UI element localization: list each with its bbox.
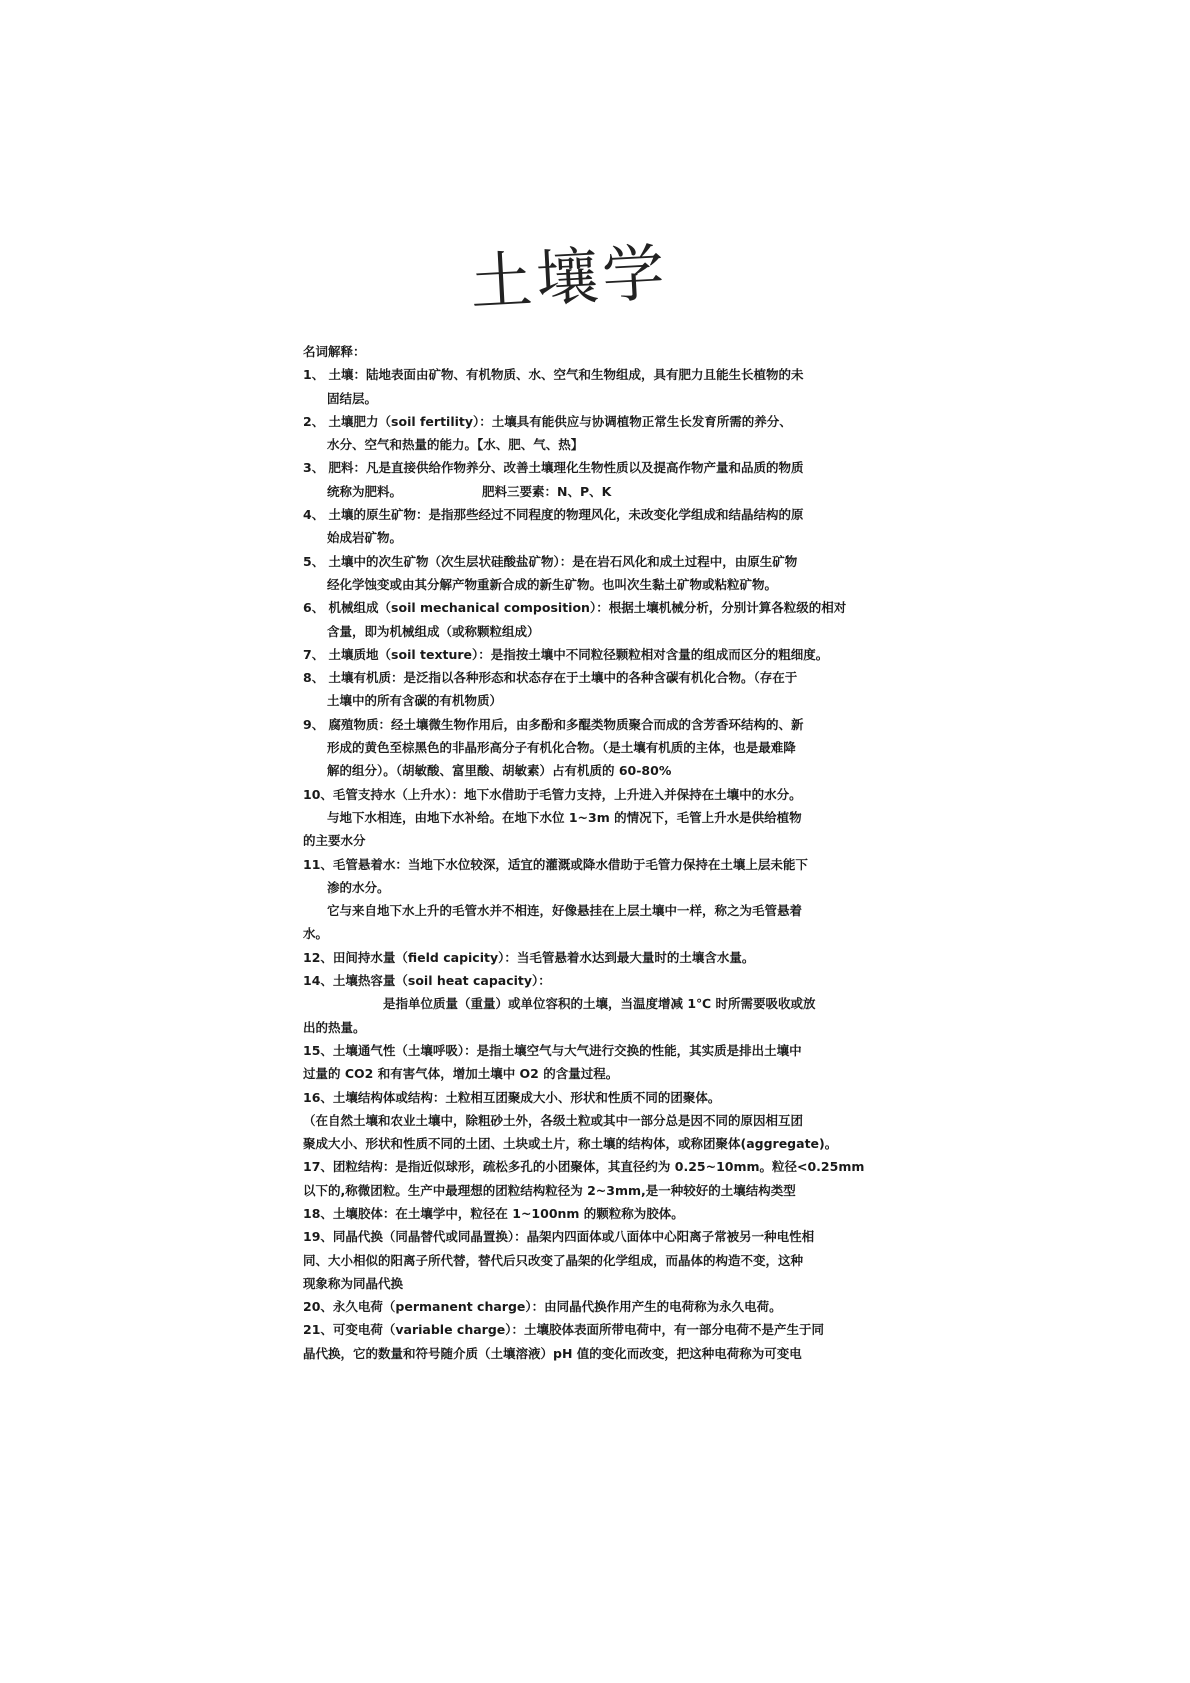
document-body xyxy=(303,340,893,1365)
text-line: 21、可变电荷（variable charge）：土壤胶体表面所带电荷中，有一部分电荷不是产生于同 xyxy=(303,1322,825,1338)
section-heading: 名词解释： xyxy=(303,344,366,359)
text-line: 与地下水相连，由地下水补给。在地下水位 1~3m 的情况下，毛管上升水是供给植物 xyxy=(327,809,802,825)
text-line: 晶代换，它的数量和符号随介质（土壤溶液）pH 值的变化而改变，把这种电荷称为可变电 xyxy=(303,1345,802,1361)
text-line: 11、毛管悬着水：当地下水位较深，适宜的灌溉或降水借助于毛管力保持在土壤上层未能下 xyxy=(303,856,808,872)
text-line: 5、 土壤中的次生矿物（次生层状硅酸盐矿物）：是在岩石风化和成土过程中，由原生矿物 xyxy=(303,553,798,569)
text-line: 始成岩矿物。 xyxy=(327,530,403,546)
text-line: 8、 土壤有机质：是泛指以各种形态和状态存在于土壤中的各种含碳有机化合物。（存在于 xyxy=(303,670,798,686)
document-title: 土壤学 xyxy=(468,235,671,320)
text-line: 以下的,称微团粒。生产中最理想的团粒结构粒径为 2~3mm,是一种较好的土壤结构类型 xyxy=(303,1182,796,1198)
text-line: 土壤中的所有含碳的有机物质） xyxy=(327,693,503,709)
text-line: 同、大小相似的阳离子所代替，替代后只改变了晶架的化学组成，而晶体的构造不变，这种 xyxy=(303,1252,804,1268)
text-line: 3、 肥料：凡是直接供给作物养分、改善土壤理化生物性质以及提高作物产量和品质的物质 xyxy=(303,460,804,476)
text-line: 19、同晶代换（同晶替代或同晶置换）：晶架内四面体或八面体中心阳离子常被另一种电性相 xyxy=(303,1229,815,1245)
text-line: 7、 土壤质地（soil texture）：是指按土壤中不同粒径颗粒相对含量的组成而区分的粗细度。 xyxy=(303,646,829,662)
text-line: 1、 土壤：陆地表面由矿物、有机物质、水、空气和生物组成，具有肥力且能生长植物的未 xyxy=(303,367,804,383)
text-line: 12、田间持水量（field capicity）：当毛管悬着水达到最大量时的土壤含水量。 xyxy=(303,949,755,965)
text-line: 20、永久电荷（permanent charge）：由同晶代换作用产生的电荷称为永久电荷。 xyxy=(303,1299,782,1315)
text-line: 水。 xyxy=(303,926,329,942)
text-line: 9、 腐殖物质：经土壤微生物作用后，由多酚和多醌类物质聚合而成的含芳香环结构的、新 xyxy=(303,716,804,732)
text-line: 肥料三要素：N、P、K xyxy=(482,483,612,499)
text-line: 18、土壤胶体：在土壤学中，粒径在 1~100nm 的颗粒称为胶体。 xyxy=(303,1205,684,1221)
text-line: 固结层。 xyxy=(327,390,378,406)
text-line: 它与来自地下水上升的毛管水并不相连，好像悬挂在上层土壤中一样，称之为毛管悬着 xyxy=(327,903,803,919)
text-line: 过量的 CO2 和有害气体，增加土壤中 O2 的含量过程。 xyxy=(303,1066,619,1082)
text-line: 16、土壤结构体或结构：土粒相互团聚成大小、形状和性质不同的团聚体。 xyxy=(303,1089,721,1105)
text-line: 14、土壤热容量（soil heat capacity）： xyxy=(303,973,551,989)
text-line: 含量，即为机械组成（或称颗粒组成） xyxy=(327,623,540,639)
text-line-group xyxy=(303,480,893,503)
text-line: 聚成大小、形状和性质不同的土团、土块或土片，称土壤的结构体，或称团聚体(aggregate)。 xyxy=(303,1136,838,1152)
text-line: 形成的黄色至棕黑色的非晶形高分子有机化合物。（是土壤有机质的主体，也是最难降 xyxy=(327,740,796,756)
text-line: 水分、空气和热量的能力。【水、肥、气、热】 xyxy=(327,437,584,453)
text-line: 解的组分）。（胡敏酸、富里酸、胡敏素）占有机质的 60-80% xyxy=(327,763,672,779)
text-line: 的主要水分 xyxy=(303,833,366,849)
text-line: 4、 土壤的原生矿物：是指那些经过不同程度的物理风化，未改变化学组成和结晶结构的原 xyxy=(303,507,804,523)
text-line: 出的热量。 xyxy=(303,1019,366,1035)
text-line: 现象称为同晶代换 xyxy=(303,1275,404,1291)
text-line: （在自然土壤和农业土壤中，除粗砂土外，各级土粒或其中一部分总是因不同的原因相互团 xyxy=(303,1112,804,1128)
text-line: 6、 机械组成（soil mechanical composition）：根据土壤机械分析，分别计算各粒级的相对 xyxy=(303,600,847,616)
text-line: 经化学蚀变或由其分解产物重新合成的新生矿物。也叫次生黏土矿物或粘粒矿物。 xyxy=(327,576,778,592)
text-line: 统称为肥料。 xyxy=(327,483,403,499)
text-line: 15、土壤通气性（土壤呼吸）：是指土壤空气与大气进行交换的性能，其实质是排出土壤中 xyxy=(303,1042,802,1058)
text-line: 17、团粒结构：是指近似球形，疏松多孔的小团聚体，其直径约为 0.25~10mm。粒径<0.25mm xyxy=(303,1159,865,1175)
text-line: 渗的水分。 xyxy=(327,879,390,895)
text-line: 是指单位质量（重量）或单位容积的土壤，当温度增减 1℃ 时所需要吸收或放 xyxy=(383,996,816,1012)
text-line: 10、毛管支持水（上升水）：地下水借助于毛管力支持，上升进入并保持在土壤中的水分。 xyxy=(303,786,802,802)
text-line: 2、 土壤肥力（soil fertility）：土壤具有能供应与协调植物正常生长发育所需的养分、 xyxy=(303,413,792,429)
